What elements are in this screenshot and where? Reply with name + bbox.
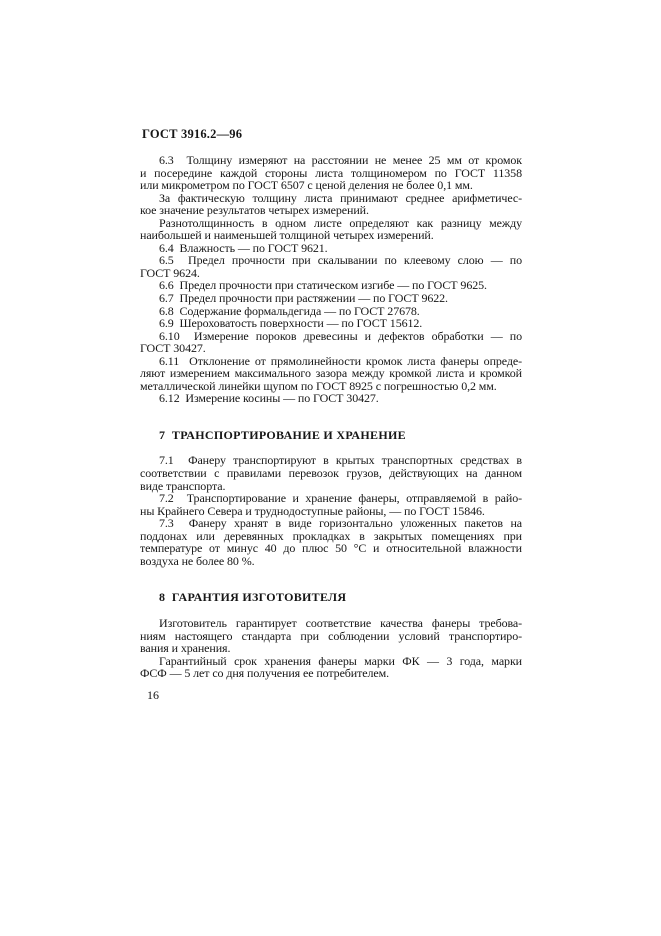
text-line: ны Крайнего Севера и труднодоступные районы, — по ГОСТ 15846. (140, 503, 485, 518)
text-line: 6.5 Предел прочности при скалывании по клеевому слою — по (159, 253, 522, 268)
text-line: воздуха не более 80 %. (140, 553, 255, 568)
text-line: температуре от минус 40 до плюс 50 °С и относительной влажности (140, 541, 522, 556)
text-line: 6.7 Предел прочности при растяжении — по ГОСТ 9622. (159, 291, 448, 306)
text-line: Гарантийный срок хранения фанеры марки ФК — 3 года, марки (159, 653, 522, 668)
text-line: 7.2 Транспортирование и хранение фанеры, отправляемой в райо- (159, 491, 522, 506)
clause-7-1 (140, 454, 522, 492)
text-line: 6.4 Влажность — по ГОСТ 9621. (159, 240, 328, 255)
text-line: поддонах или деревянных прокладках в закрытых помещениях при (140, 528, 522, 543)
text-line: 7.3 Фанеру хранят в виде горизонтально уложенных пакетов на (159, 516, 522, 531)
text-line: ГОСТ 30427. (140, 341, 206, 356)
text-line: 6.6 Предел прочности при статическом изгибе — по ГОСТ 9625. (159, 278, 487, 293)
document-body (140, 154, 522, 680)
clause-6-11 (140, 355, 522, 393)
clause-6-7 (140, 292, 522, 305)
text-line: Изготовитель гарантирует соответствие качества фанеры требова- (159, 615, 522, 630)
text-line: вания и хранения. (140, 641, 231, 656)
text-line: кое значение результатов четырех измерений. (140, 203, 369, 218)
warranty-para-1 (140, 617, 522, 655)
text-line: 6.12 Измерение косины — по ГОСТ 30427. (159, 391, 379, 406)
clause-6-3 (140, 154, 522, 192)
clause-6-9 (140, 317, 522, 330)
standard-code-header: ГОСТ 3916.2—96 (142, 127, 243, 141)
text-line: 6.11 Отклонение от прямолинейности кромок листа фанеры опреде- (159, 353, 522, 368)
clause-7-3 (140, 517, 522, 567)
text-line: ФСФ — 5 лет со дня получения ее потребителем. (140, 666, 390, 681)
section-8-heading: 8 ГАРАНТИЯ ИЗГОТОВИТЕЛЯ (159, 590, 347, 605)
clause-6-3-para-2 (140, 192, 522, 217)
clause-6-5 (140, 254, 522, 279)
text-line: наибольшей и наименьшей толщиной четырех измерений. (140, 228, 434, 243)
text-line: 6.9 Шероховатость поверхности — по ГОСТ 15612. (159, 316, 423, 331)
clause-6-12 (140, 392, 522, 405)
page-number: 16 (147, 688, 159, 702)
clause-6-10 (140, 330, 522, 355)
text-line: Разнотолщинность в одном листе определяют как разницу между (159, 215, 522, 230)
text-line: 6.8 Содержание формальдегида — по ГОСТ 27678. (159, 303, 420, 318)
section-7-heading: 7 ТРАНСПОРТИРОВАНИЕ И ХРАНЕНИЕ (159, 427, 406, 442)
text-line: 6.3 Толщину измеряют на расстоянии не менее 25 мм от кромок (159, 153, 522, 167)
text-line: ниям настоящего стандарта при соблюдении условий транспортиро- (140, 628, 522, 643)
text-line: виде транспорта. (140, 478, 226, 493)
clause-6-3-para-3 (140, 217, 522, 242)
text-line: и посередине каждой стороны листа толщиномером по ГОСТ 11358 (140, 165, 522, 180)
text-line: 6.10 Измерение пороков древесины и дефектов обработки — по (159, 328, 522, 343)
text-line: или микрометром по ГОСТ 6507 с ценой деления не более 0,1 мм. (140, 178, 473, 193)
text-line: 7.1 Фанеру транспортируют в крытых транспортных средствах в (159, 453, 522, 468)
text-line: ляют измерением максимального зазора между кромкой листа и кромкой (140, 366, 522, 381)
text-line: соответствии с правилами перевозок грузов, действующих на данном (140, 466, 522, 481)
warranty-para-2 (140, 655, 522, 680)
text-line: металлической линейки щупом по ГОСТ 8925 с погрешностью 0,2 мм. (140, 378, 497, 393)
text-line: За фактическую толщину листа принимают среднее арифметичес- (159, 190, 522, 205)
text-line: ГОСТ 9624. (140, 265, 200, 280)
clause-7-2 (140, 492, 522, 517)
